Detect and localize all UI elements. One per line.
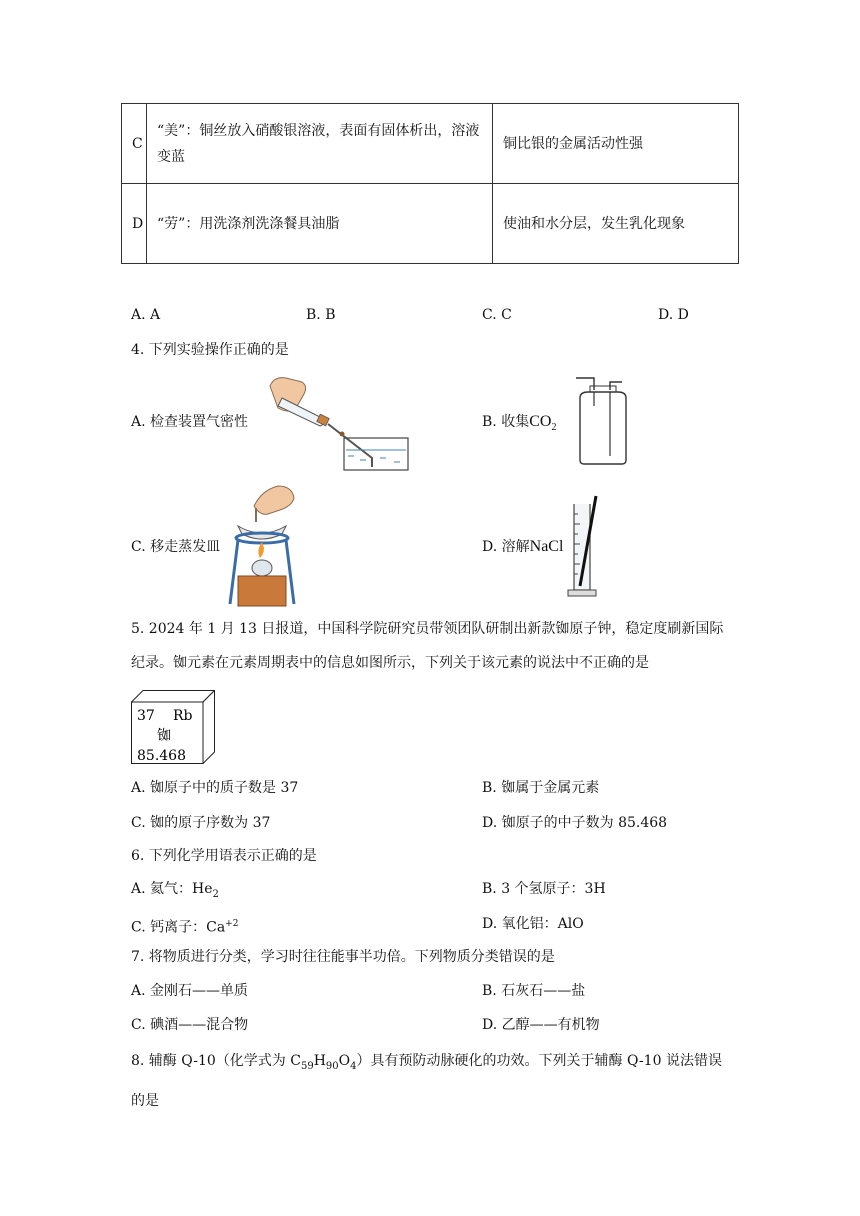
table-row xyxy=(122,184,739,264)
element-name: 铷 xyxy=(157,728,171,744)
q4-stem: 4. 下列实验操作正确的是 xyxy=(131,342,289,358)
q5-stem: 5. 2024 年 1 月 13 日报道，中国科学院研究员带领团队研制出新款铷原子钟，稳定度刷新国际纪录。铷元素在元素周期表中的信息如图所示，下列关于该元素的说法中不正确的是 xyxy=(131,621,724,671)
q7-option-b: B. 石灰石——盐 xyxy=(482,983,586,999)
q6-option-d: D. 氧化铝：AlO xyxy=(482,916,584,932)
q4-option-d: D. 溶解NaCl xyxy=(482,538,564,555)
q6-stem: 6. 下列化学用语表示正确的是 xyxy=(131,848,317,864)
airtightness-check-figure xyxy=(262,372,412,472)
nacl-formula: NaCl xyxy=(529,538,564,555)
q7-stem: 7. 将物质进行分类，学习时往往能事半功倍。下列物质分类错误的是 xyxy=(131,949,555,965)
q4-option-c: C. 移走蒸发皿 xyxy=(131,539,221,555)
q6-option-b: B. 3 个氢原子：3H xyxy=(482,881,606,897)
q6-option-c: C. 钙离子：$Ca^{+2}$ xyxy=(131,919,239,936)
q7-option-c: C. 碘酒——混合物 xyxy=(131,1017,249,1033)
option-cell: D xyxy=(122,184,147,264)
explanation-cell: 铜比银的金属活动性强 xyxy=(493,104,739,184)
q5-option-d: D. 铷原子的中子数为 85.468 xyxy=(482,815,668,831)
evaporating-dish-figure xyxy=(226,484,300,608)
phenomenon-cell: “美”：铜丝放入硝酸银溶液，表面有固体析出，溶液变蓝 xyxy=(147,104,493,184)
q8-stem: 8. 辅酶 Q-10（化学式为 $C_{59}H_{90}O_4$）具有预防动脉硬化的功效。下列关于辅酶 Q-10 说法错误的是 xyxy=(131,1053,722,1109)
q3-option-b: B. B xyxy=(306,307,336,323)
q5-option-c: C. 铷的原子序数为 37 xyxy=(131,815,271,831)
gas-collection-bottle-figure xyxy=(576,376,636,466)
q7-option-a: A. 金刚石——单质 xyxy=(131,983,249,999)
co2-formula: $CO_2$ xyxy=(529,413,557,434)
q3-option-d: D. D xyxy=(658,307,689,323)
q4-option-b: B. 收集$CO_2$ xyxy=(482,413,557,434)
q5-option-b: B. 铷属于金属元素 xyxy=(482,780,600,796)
explanation-cell: 使油和水分层，发生乳化现象 xyxy=(493,184,739,264)
measuring-cylinder-figure xyxy=(566,494,606,598)
table-row xyxy=(122,104,739,184)
element-atomic-mass: 85.468 xyxy=(137,748,186,764)
q3-option-c: C. C xyxy=(482,307,512,323)
element-atomic-number: 37 xyxy=(137,708,155,724)
q3-options xyxy=(0,304,860,326)
q6-option-a: A. 氦气：$He_2$ xyxy=(131,881,219,900)
answer-table xyxy=(121,103,739,264)
q7-option-d: D. 乙醇——有机物 xyxy=(482,1017,600,1033)
q4-option-a: A. 检查装置气密性 xyxy=(131,414,249,430)
option-cell: C xyxy=(122,104,147,184)
q5-option-a: A. 铷原子中的质子数是 37 xyxy=(131,780,299,796)
phenomenon-cell: “劳”：用洗涤剂洗涤餐具油脂 xyxy=(147,184,493,264)
element-card-rubidium xyxy=(131,690,215,764)
element-symbol: Rb xyxy=(173,708,193,724)
q3-option-a: A. A xyxy=(131,307,161,323)
